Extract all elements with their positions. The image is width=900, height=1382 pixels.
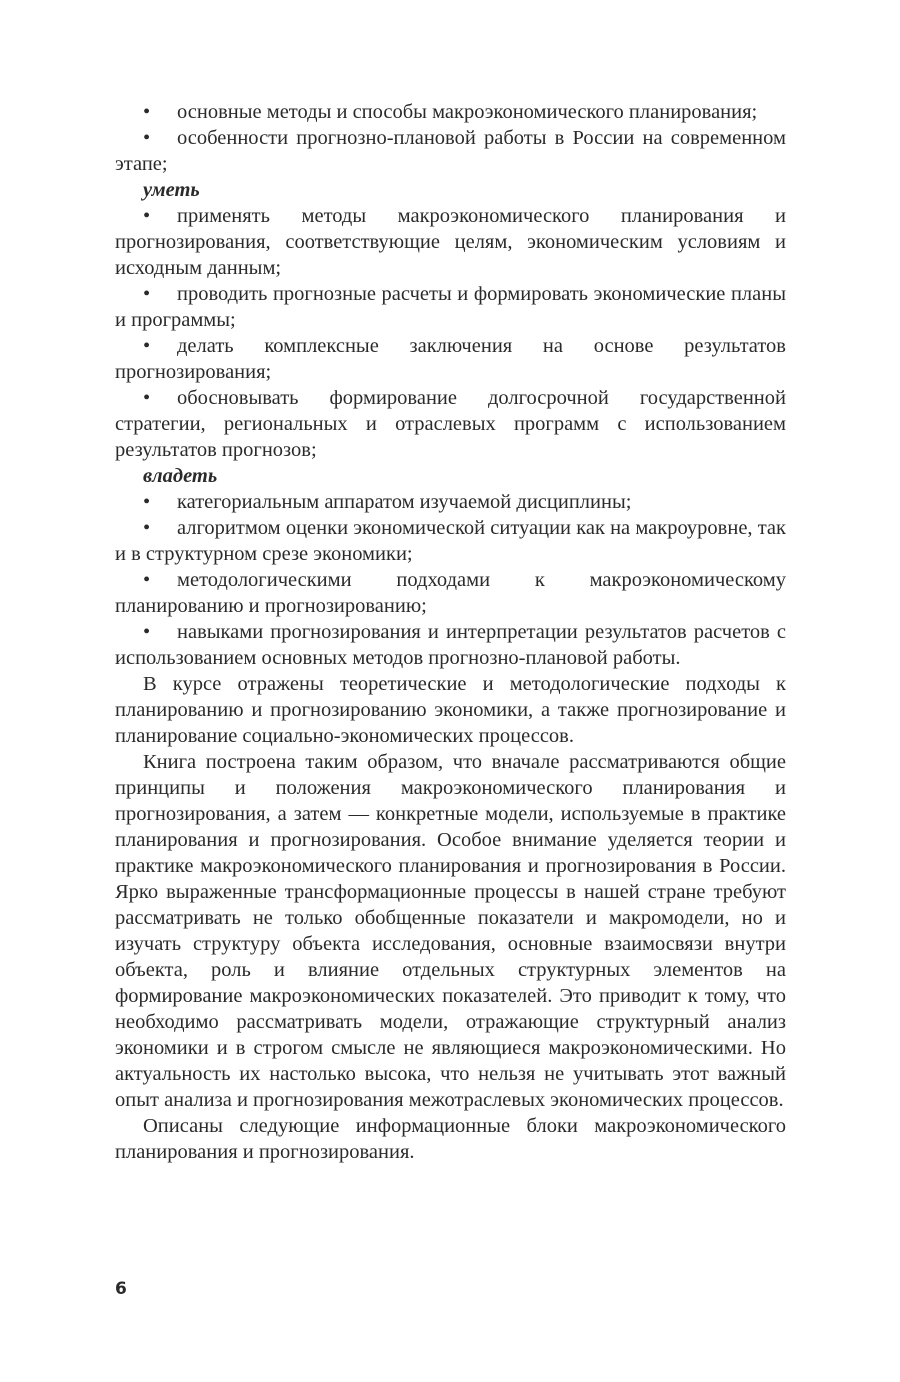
list-item-text: обосновывать формирование долгосрочной государственной стратегии, региональных и отраслевых программ с использованием результатов прогнозов; <box>115 387 786 461</box>
paragraph: В курсе отражены теоретические и методологические подходы к планированию и прогнозированию экономики, а также прогнозирование и планирование социально-экономических процессов. <box>115 673 786 747</box>
list-item-text: алгоритмом оценки экономической ситуации как на макроуровне, так и в структурном срезе экономики; <box>115 517 786 565</box>
list-item <box>115 619 786 671</box>
bullet-icon: • <box>143 205 151 227</box>
list-item <box>115 515 786 567</box>
page-body <box>115 99 786 1165</box>
list-item <box>115 489 786 515</box>
bullet-icon: • <box>143 283 151 305</box>
bullet-icon: • <box>143 491 151 513</box>
paragraph: Описаны следующие информационные блоки макроэкономического планирования и прогнозирования. <box>115 1115 786 1163</box>
bullet-icon: • <box>143 387 151 409</box>
list-item-text: проводить прогнозные расчеты и формировать экономические планы и программы; <box>115 283 786 331</box>
list-item-text: применять методы макроэкономического планирования и прогнозирования, соответствующие целям, экономическим условиям и исходным данным; <box>115 205 786 279</box>
bullet-icon: • <box>143 101 151 123</box>
list-item <box>115 385 786 463</box>
list-item <box>115 281 786 333</box>
paragraph: Книга построена таким образом, что вначале рассматриваются общие принципы и положения макроэкономического планирования и прогнозирования, а затем — конкретные модели, используемые в практике планирования и прогнозирования. Особое внимание уделяется теории и практике макроэкономического планирования и прогнозирования в России. Ярко выраженные трансформационные процессы в нашей стране требуют рассматривать не только обобщенные показатели и макромодели, но и изучать структуру объекта исследования, основные взаимосвязи внутри объекта, роль и влияние отдельных структурных элементов на формирование макроэкономических показателей. Это приводит к тому, что необходимо рассматривать модели, отражающие структурный анализ экономики и в строгом смысле не являющиеся макроэкономическими. Но актуальность их настолько высока, что нельзя не учитывать этот важный опыт анализа и прогнозирования межотраслевых экономических процессов. <box>115 751 786 1111</box>
bullet-icon: • <box>143 569 151 591</box>
bullet-icon: • <box>143 517 151 539</box>
list-item-text: категориальным аппаратом изучаемой дисциплины; <box>177 491 632 513</box>
list-item <box>115 333 786 385</box>
bullet-icon: • <box>143 335 151 357</box>
list-item-text: методологическими подходами к макроэкономическому планированию и прогнозированию; <box>115 569 786 617</box>
list-item-text: особенности прогнозно-плановой работы в России на современном этапе; <box>115 127 786 175</box>
list-item <box>115 99 786 125</box>
list-item-text: навыками прогнозирования и интерпретации результатов расчетов с использованием основных методов прогнозно-плановой работы. <box>115 621 786 669</box>
list-item <box>115 567 786 619</box>
section-heading-own: владеть <box>143 465 218 487</box>
list-item <box>115 203 786 281</box>
bullet-icon: • <box>143 621 151 643</box>
section-heading-can: уметь <box>143 179 200 201</box>
list-item-text: делать комплексные заключения на основе результатов прогнозирования; <box>115 335 786 383</box>
bullet-icon: • <box>143 127 151 149</box>
list-item <box>115 125 786 177</box>
list-item-text: основные методы и способы макроэкономического планирования; <box>177 101 758 123</box>
page-number: 6 <box>115 1279 127 1299</box>
